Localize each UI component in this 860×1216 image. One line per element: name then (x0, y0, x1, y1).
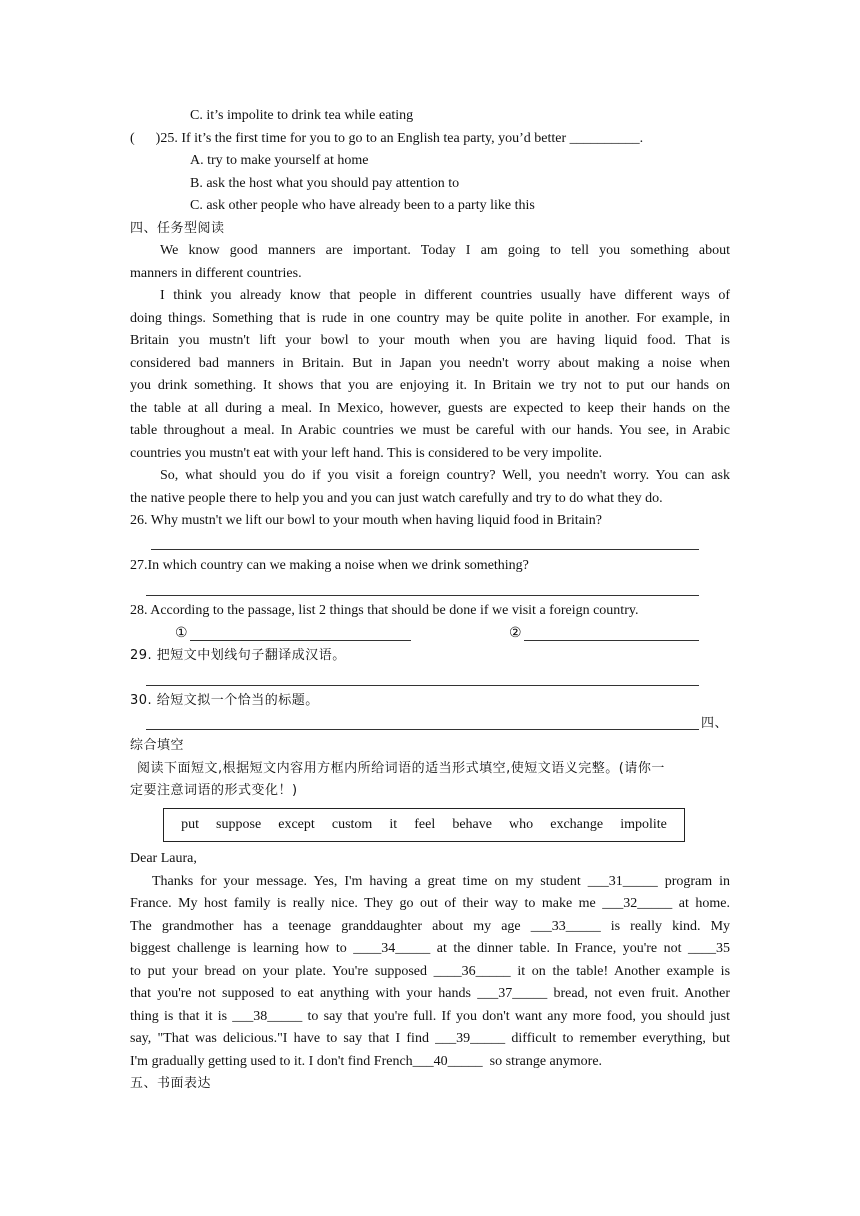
letter-line: say, "That was delicious."I have to say that I find ___39_____ difficult to remember everything, but (130, 1031, 730, 1046)
circle-two-icon: ② (509, 626, 522, 641)
question-30: 30. 给短文拟一个恰当的标题。 (130, 693, 319, 708)
blank-34[interactable]: ____34_____ (353, 941, 431, 956)
passage-line: the table at all during a meal. In Mexico, however, guests are expected to keep their hands on the (130, 401, 730, 416)
passage-line: I think you already know that people in different countries usually have different ways of (160, 288, 730, 303)
answer-line[interactable] (190, 640, 411, 641)
word-bank-item: who (509, 817, 534, 832)
blank-39[interactable]: ___39_____ (435, 1031, 506, 1046)
letter-line: France. My host family is really nice. They go out of their way to make me ___32_____ at home. (130, 896, 730, 911)
instruction-text: 阅读下面短文,根据短文内容用方框内所给词语的适当形式填空,使短文语义完整。(请你一 (137, 761, 665, 776)
instruction-text: 定要注意词语的形式变化！) (130, 783, 298, 798)
question-26: 26. Why mustn't we lift our bowl to your mouth when having liquid food in Britain? (130, 513, 602, 528)
blank-32[interactable]: ___32_____ (602, 896, 673, 911)
passage-line: We know good manners are important. Today I am going to tell you something about (160, 243, 730, 258)
letter-line: to put your bread on your plate. You're supposed ____36_____ it on the table! Another example is (130, 964, 731, 979)
word-bank-item: behave (452, 817, 492, 832)
word-bank (163, 808, 685, 842)
blank-33[interactable]: ___33_____ (530, 919, 601, 934)
blank-37[interactable]: ___37_____ (477, 986, 548, 1001)
blank-38[interactable]: ___38_____ (232, 1009, 303, 1024)
word-bank-item: except (278, 817, 315, 832)
word-bank-item: custom (331, 817, 373, 832)
option-b: B. ask the host what you should pay attention to (190, 176, 460, 191)
word-bank-item: impolite (620, 817, 667, 832)
letter-line: that you're not supposed to eat anything with your hands ___37_____ bread, not even fruit. Another (130, 986, 731, 1001)
answer-line[interactable] (146, 685, 699, 686)
blank-35[interactable]: ____35 (687, 941, 730, 956)
section-title: 四、任务型阅读 (130, 221, 225, 236)
passage-line: countries you mustn't eat with your left hand. This is considered to be very impolite. (130, 446, 602, 461)
passage-line: Britain you mustn't lift your bowl to your mouth when you are having liquid food. That is (130, 333, 730, 348)
option-text: C. it’s impolite to drink tea while eating (190, 108, 414, 123)
passage-line: So, what should you do if you visit a foreign country? Well, you needn't worry. You can ask (160, 468, 730, 483)
question-28: 28. According to the passage, list 2 things that should be done if we visit a foreign country. (130, 603, 639, 618)
letter-line: biggest challenge is learning how to ____34_____ at the dinner table. In France, you're not ____35 (130, 941, 730, 956)
answer-line[interactable] (151, 549, 699, 550)
section-title: 综合填空 (130, 738, 185, 753)
option-c: C. ask other people who have already been to a party like this (190, 198, 535, 213)
word-bank-item: exchange (550, 817, 604, 832)
blank-36[interactable]: ____36_____ (433, 964, 511, 979)
letter-line: thing is that it is ___38_____ to say that you're full. If you don't want any more food, you should just (130, 1009, 731, 1024)
answer-line[interactable] (146, 595, 699, 596)
answer-line[interactable] (146, 729, 699, 730)
word-bank-item: it (389, 817, 398, 832)
option-a: A. try to make yourself at home (190, 153, 369, 168)
circle-one-icon: ① (175, 626, 188, 641)
word-bank-item: feel (414, 817, 436, 832)
word-bank-item: put (181, 817, 199, 832)
passage-line: considered bad manners in Britain. But in Japan you needn't worry about making a noise when (130, 356, 730, 371)
letter-line: I'm gradually getting used to it. I don't find French___40_____ so strange anymore. (130, 1054, 603, 1069)
passage-line: you drink something. It shows that you are enjoying it. In Britain we try not to put our hands on (130, 378, 730, 393)
blank-31[interactable]: ___31_____ (587, 874, 658, 889)
blank-40[interactable]: ___40_____ (412, 1054, 483, 1069)
question-25: ( )25. If it’s the first time for you to go to an English tea party, you’d better __________. (130, 131, 644, 146)
passage-line: doing things. Something that is rude in one country may be quite polite in another. For example, in (130, 311, 730, 326)
letter-greeting: Dear Laura, (130, 851, 197, 866)
question-29: 29. 把短文中划线句子翻译成汉语。 (130, 648, 346, 663)
passage-line: manners in different countries. (130, 266, 302, 281)
letter-line: The grandmother has a teenage granddaughter about my age ___33_____ is really kind. My (130, 919, 731, 934)
letter-line: Thanks for your message. Yes, I'm having a great time on my student ___31_____ program in (152, 874, 731, 889)
section-title: 五、书面表达 (130, 1076, 212, 1091)
question-27: 27.In which country can we making a noise when we drink something? (130, 558, 529, 573)
word-bank-item: suppose (216, 817, 262, 832)
passage-line: table throughout a meal. In Arabic countries we must be careful with our hands. You see, in Arabic (130, 423, 730, 438)
answer-line[interactable] (524, 640, 699, 641)
passage-line: the native people there to help you and you can just watch carefully and try to do what they do. (130, 491, 663, 506)
section-number: 四、 (701, 716, 729, 731)
